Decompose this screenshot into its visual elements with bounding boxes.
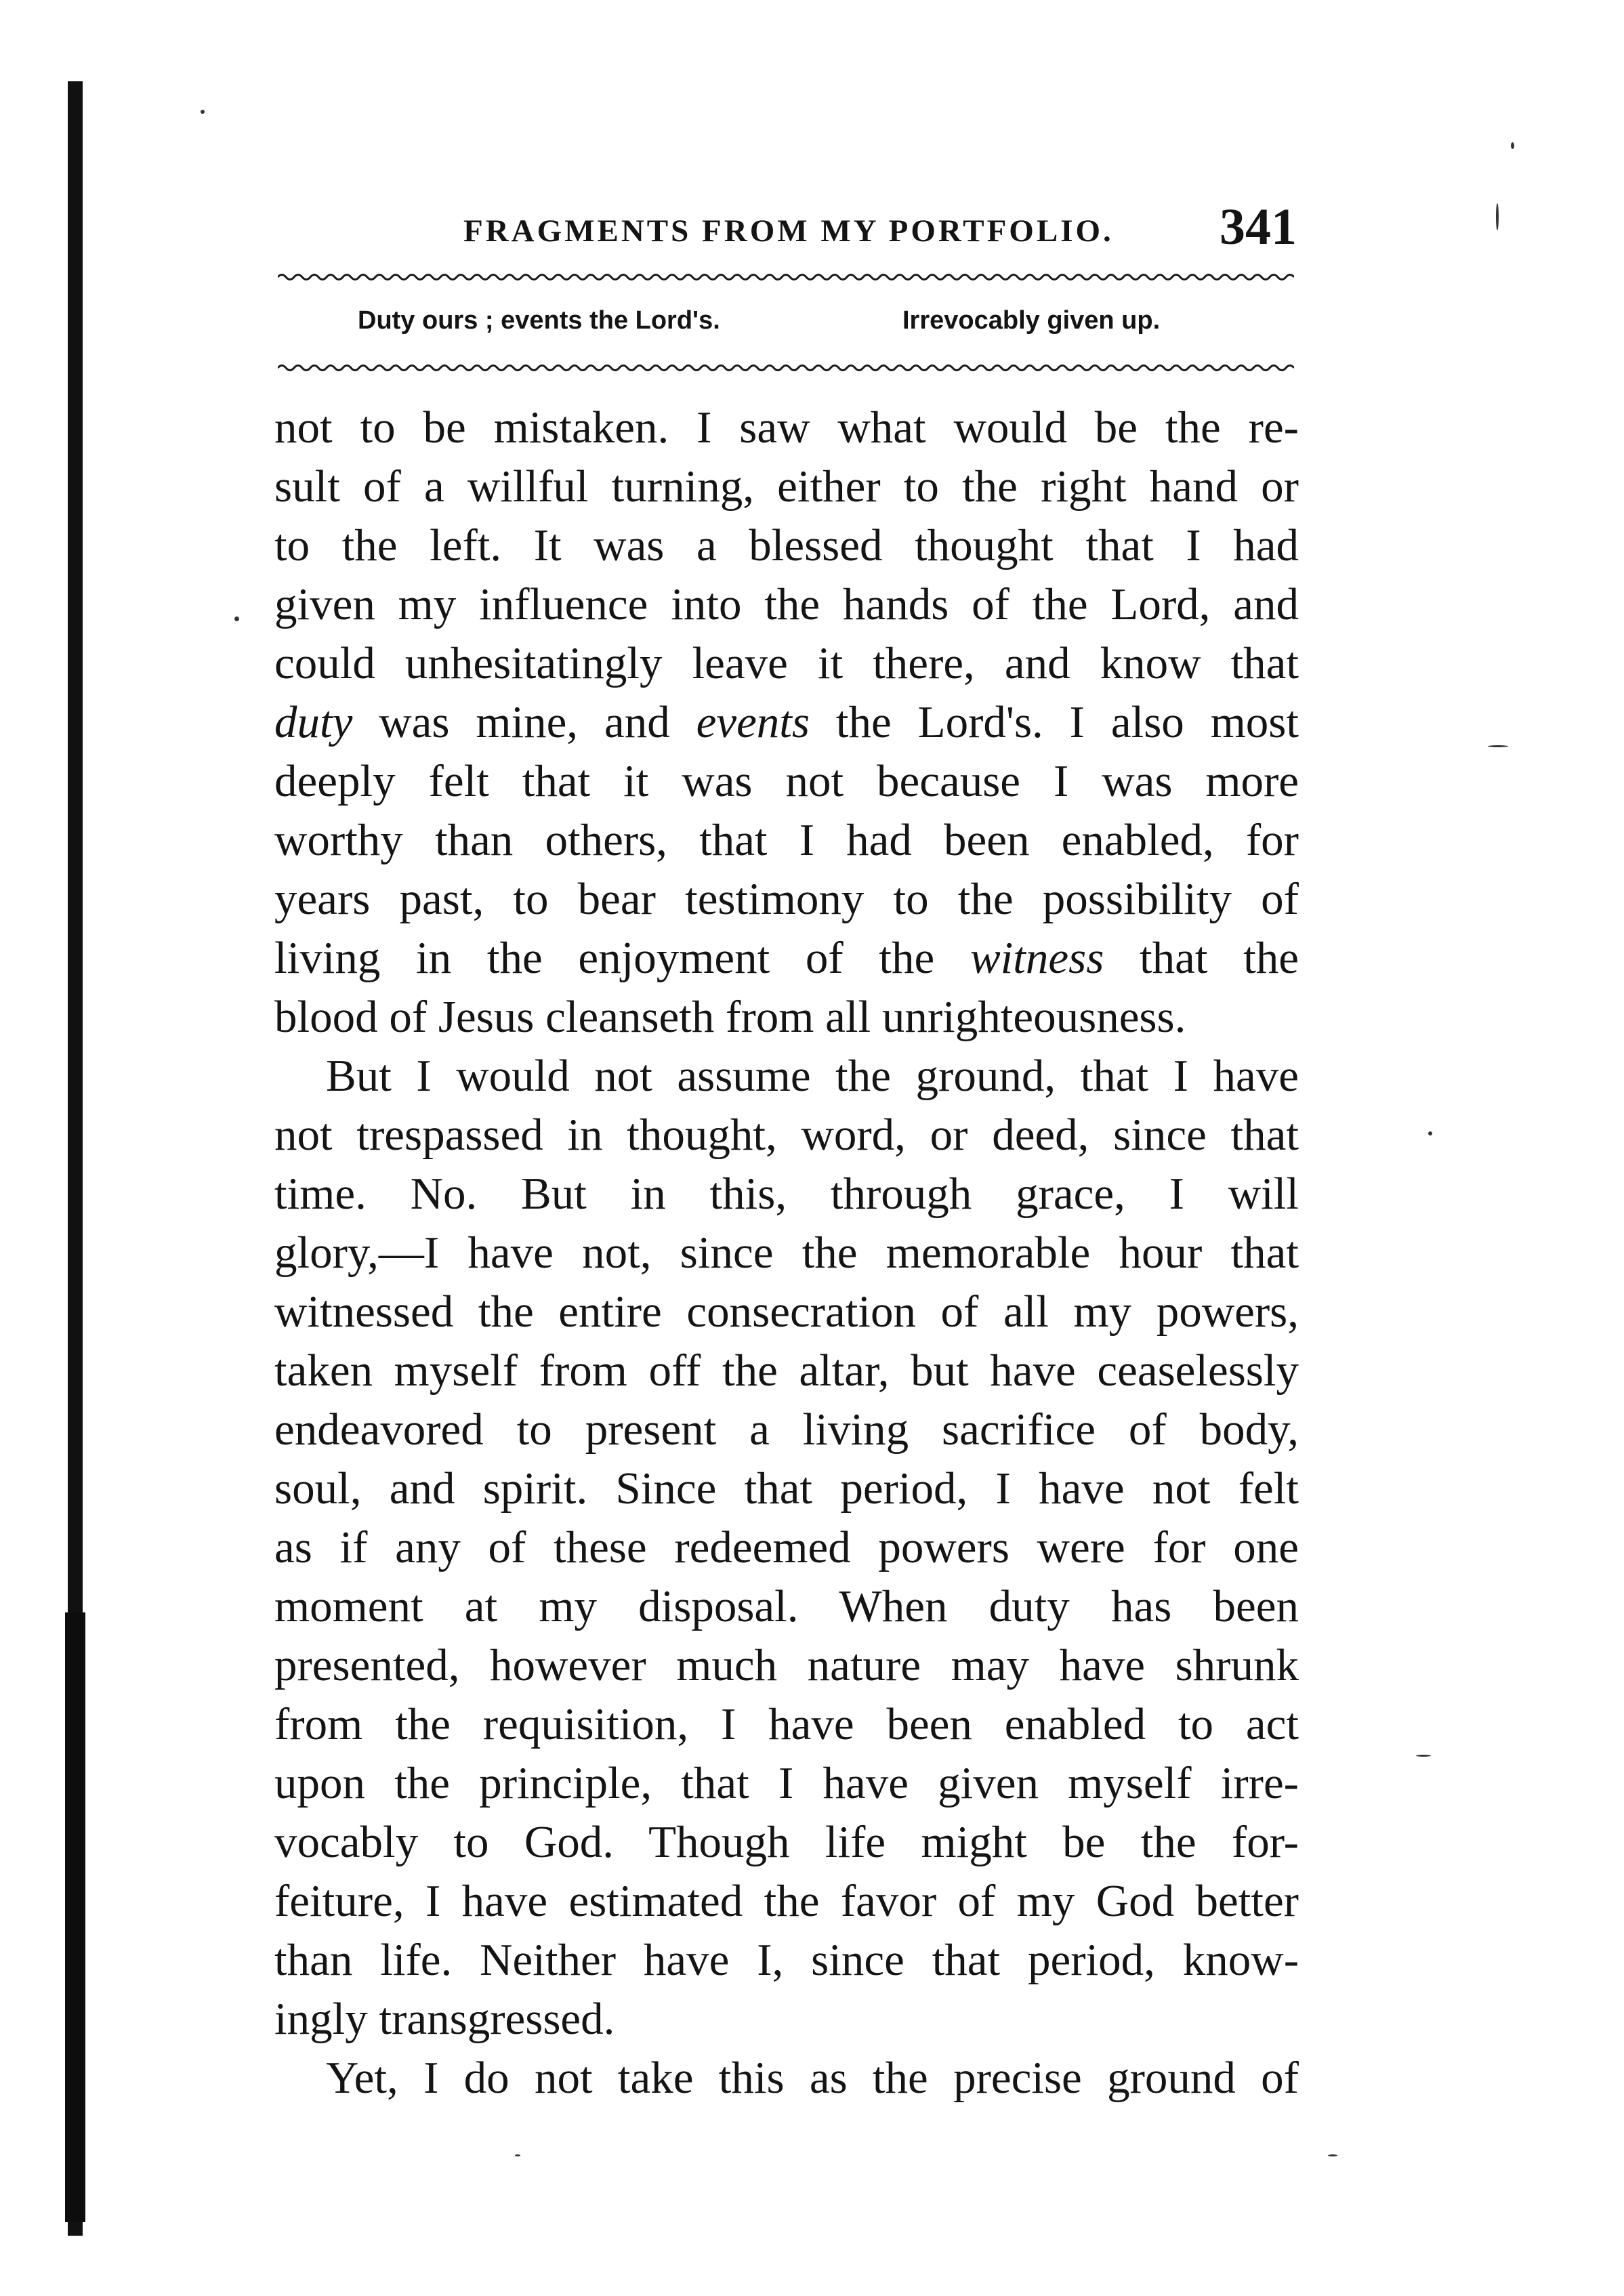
text-line: glory,—I have not, since the memorable hour that <box>274 1228 1299 1278</box>
text-line <box>274 693 1299 752</box>
marginal-note-left: Duty ours ; events the Lord's. <box>358 306 720 335</box>
text-line: to the left. It was a blessed thought that I had <box>274 520 1299 570</box>
text-line: feiture, I have estimated the favor of my God better <box>274 1876 1299 1926</box>
text-line: than life. Neither have I, since that period, know- <box>274 1935 1299 1985</box>
italic-duty: duty <box>274 697 353 747</box>
text-line: blood of Jesus cleanseth from all unrighteousness. <box>274 992 1186 1042</box>
text-line: vocably to God. Though life might be the for- <box>274 1817 1299 1867</box>
text-line: given my influence into the hands of the Lord, and <box>274 579 1299 629</box>
text-line: ingly transgressed. <box>274 1994 615 2044</box>
text-line: taken myself from off the altar, but have ceaselessly <box>274 1345 1299 1396</box>
marginal-notes <box>278 306 1294 347</box>
italic-witness: witness <box>970 933 1104 983</box>
text-line: worthy than others, that I had been enabled, for <box>274 815 1299 865</box>
page-number: 341 <box>1220 199 1297 255</box>
paragraph-start-line: But I would not assume the ground, that I have <box>326 1051 1299 1101</box>
text-line: soul, and spirit. Since that period, I have not felt <box>274 1463 1299 1514</box>
text-line <box>274 929 1299 988</box>
text-line: witnessed the entire consecration of all my powers, <box>274 1287 1299 1337</box>
text-fragment: the Lord's. I also most <box>810 697 1299 747</box>
text-line: could unhesitatingly leave it there, and know that <box>274 638 1299 688</box>
page-gutter-shadow-lower <box>65 1612 85 2222</box>
body-text <box>274 398 1299 2108</box>
text-line: from the requisition, I have been enabled to act <box>274 1699 1299 1749</box>
text-line: not trespassed in thought, word, or deed, since that <box>274 1110 1299 1160</box>
running-head <box>274 198 1297 259</box>
text-line: upon the principle, that I have given myself irre- <box>274 1758 1299 1808</box>
header-wavy-rule-bottom <box>278 362 1294 374</box>
paragraph-start-line: Yet, I do not take this as the precise ground of <box>326 2053 1299 2103</box>
header-wavy-rule-top <box>278 271 1294 283</box>
text-line: years past, to bear testimony to the possibility of <box>274 874 1299 924</box>
marginal-note-right: Irrevocably given up. <box>902 306 1161 335</box>
text-line: moment at my disposal. When duty has been <box>274 1581 1299 1631</box>
running-head-title: FRAGMENTS FROM MY PORTFOLIO. <box>463 213 1114 249</box>
text-line: endeavored to present a living sacrifice of body, <box>274 1404 1299 1455</box>
text-line: deeply felt that it was not because I was more <box>274 756 1299 806</box>
text-line: not to be mistaken. I saw what would be the re- <box>274 402 1299 453</box>
text-line: presented, however much nature may have shrunk <box>274 1640 1299 1690</box>
text-fragment: that the <box>1104 933 1299 983</box>
italic-events: events <box>696 697 810 747</box>
text-fragment: living in the enjoyment of the <box>274 933 970 983</box>
text-line: time. No. But in this, through grace, I will <box>274 1169 1299 1219</box>
text-line: as if any of these redeemed powers were for one <box>274 1522 1299 1572</box>
text-fragment: was mine, and <box>352 697 696 747</box>
text-line: sult of a willful turning, either to the right hand or <box>274 461 1299 512</box>
